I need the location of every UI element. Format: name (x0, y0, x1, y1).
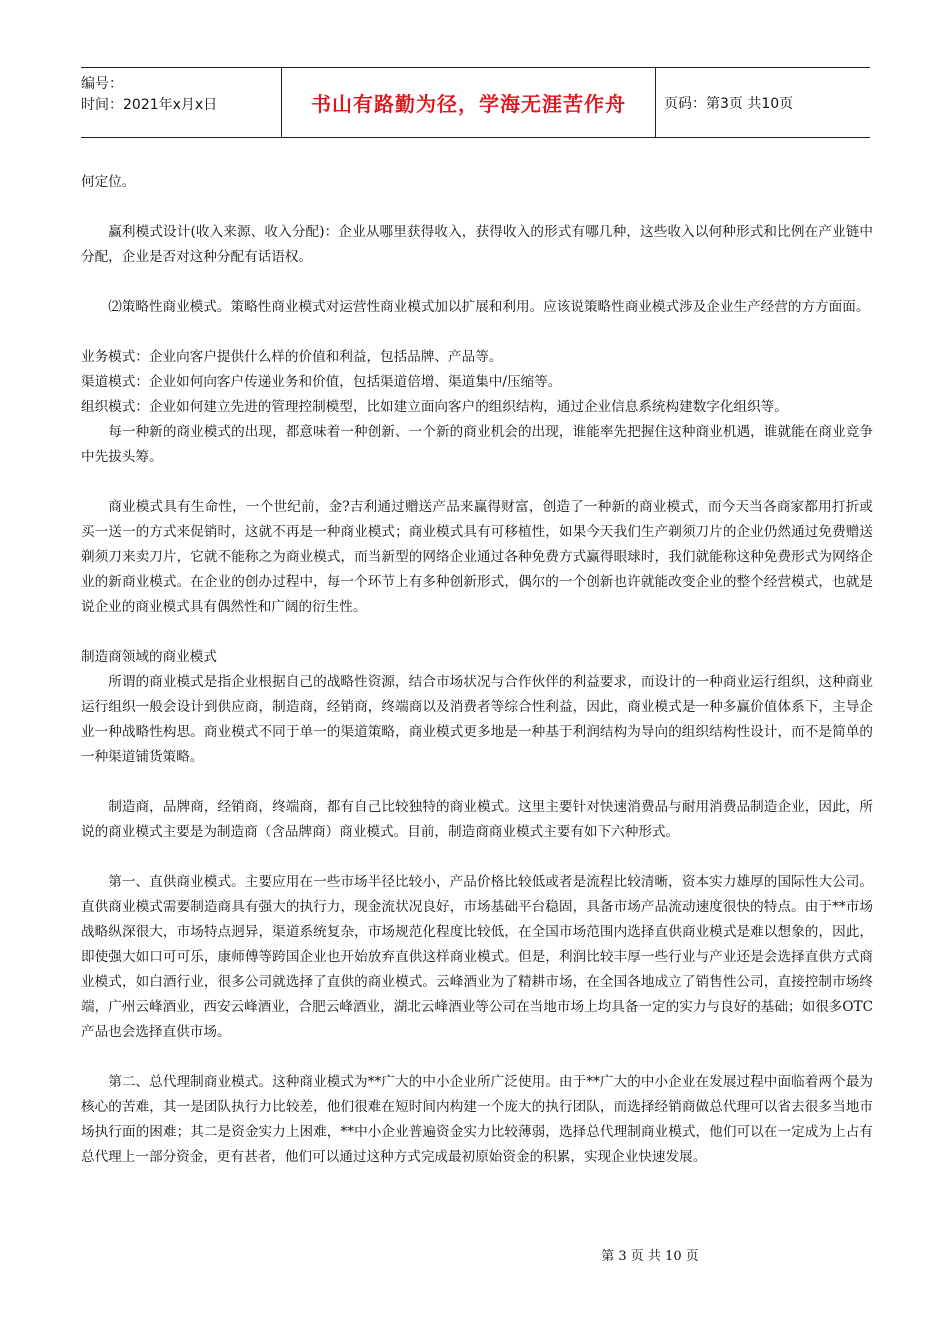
paragraph: 何定位。 (81, 174, 136, 190)
paragraph: 每一种新的商业模式的出现，都意味着一种创新、一个新的商业机会的出现，谁能率先把握住这种商业机遇，谁就能在商业竞争中先拔头筹。 (81, 424, 873, 465)
paragraph: 商业模式具有生命性，一个世纪前，金?吉利通过赠送产品来赢得财富，创造了一种新的商业模式，而今天当各商家都用打折或买一送一的方式来促销时，这就不再是一种商业模式；商业模式具有可移植性，如果今天我们生产剃须刀片的企业仍然通过免费赠送剃须刀来卖刀片，它就不能称之为商业模式，而当新型的网络企业通过各种免费方式赢得眼球时，我们就能称这种免费形式为网络企业的新商业模式。在企业的创办过程中，每一个环节上有多种创新形式，偶尔的一个创新也许就能改变企业的整个经营模式，也就是说企业的商业模式具有偶然性和广阔的衍生性。 (81, 499, 873, 615)
paragraph: 渠道模式：企业如何向客户传递业务和价值，包括渠道倍增、渠道集中/压缩等。 (81, 374, 562, 390)
paragraph: 业务模式：企业向客户提供什么样的价值和利益，包括品牌、产品等。 (81, 349, 503, 365)
paragraph: 第一、直供商业模式。主要应用在一些市场半径比较小，产品价格比较低或者是流程比较清晰，资本实力雄厚的国际性大公司。直供商业模式需要制造商具有强大的执行力，现金流状况良好，市场基础平台稳固，具备市场产品流动速度很快的特点。由于**市场战略纵深很大，市场特点迥异，渠道系统复杂，市场规范化程度比较低，在全国市场范围内选择直供商业模式是难以想象的，因此，即使强大如口可可乐，康师傅等跨国企业也开始放弃直供这样商业模式。但是，利润比较丰厚一些行业与产业还是会选择直供方式商业模式，如白酒行业，很多公司就选择了直供的商业模式。云峰酒业为了精耕市场，在全国各地成立了销售性公司，直接控制市场终端，广州云峰酒业，西安云峰酒业，合肥云峰酒业，湖北云峰酒业等公司在当地市场上均具备一定的实力与良好的基础；如很多OTC产品也会选择直供市场。 (81, 874, 873, 1040)
doc-time-label: 时间：2021年x月x日 (81, 97, 218, 113)
page-header (81, 67, 870, 138)
paragraph: ⑵策略性商业模式。策略性商业模式对运营性商业模式加以扩展和利用。应该说策略性商业模式涉及企业生产经营的方方面面。 (108, 299, 870, 315)
page-footer: 第 3 页 共 10 页 (601, 1249, 699, 1264)
paragraph: 制造商，品牌商，经销商，终端商，都有自己比较独特的商业模式。这里主要针对快速消费品与耐用消费品制造企业，因此，所说的商业模式主要是为制造商（含品牌商）商业模式。目前，制造商商业模式主要有如下六种形式。 (81, 799, 873, 840)
paragraph: 所谓的商业模式是指企业根据自己的战略性资源，结合市场状况与合作伙伴的利益要求，而设计的一种商业运行组织，这种商业运行组织一般会设计到供应商，制造商，经销商，终端商以及消费者等综合性利益，因此，商业模式是一种多赢价值体系下，主导企业一种战略性构思。商业模式不同于单一的渠道策略，商业模式更多地是一种基于利润结构为导向的组织结构性设计，而不是简单的一种渠道铺货策略。 (81, 674, 873, 765)
header-meta (81, 68, 282, 137)
header-page-code: 页码：第3页 共10页 (664, 95, 794, 112)
header-motto: 书山有路勤为径，学海无涯苦作舟 (282, 68, 656, 137)
paragraph: 赢利模式设计(收入来源、收入分配)：企业从哪里获得收入，获得收入的形式有哪几种，这些收入以何种形式和比例在产业链中分配，企业是否对这种分配有话语权。 (81, 224, 873, 265)
paragraph: 第二、总代理制商业模式。这种商业模式为**广大的中小企业所广泛使用。由于**广大的中小企业在发展过程中面临着两个最为核心的苦难，其一是团队执行力比较差，他们很难在短时间内构建一个庞大的执行团队，而选择经销商做总代理可以省去很多当地市场执行面的困难；其二是资金实力上困难，**中小企业普遍资金实力比较薄弱，选择总代理制商业模式，他们可以在一定成为上占有总代理上一部分资金，更有甚者，他们可以通过这种方式完成最初原始资金的积累，实现企业快速发展。 (81, 1074, 873, 1165)
paragraph: 组织模式：企业如何建立先进的管理控制模型，比如建立面向客户的组织结构，通过企业信息系统构建数字化组织等。 (81, 399, 788, 415)
section-heading: 制造商领域的商业模式 (81, 649, 217, 665)
doc-number-label: 编号： (81, 76, 123, 92)
document-body (81, 170, 873, 1170)
